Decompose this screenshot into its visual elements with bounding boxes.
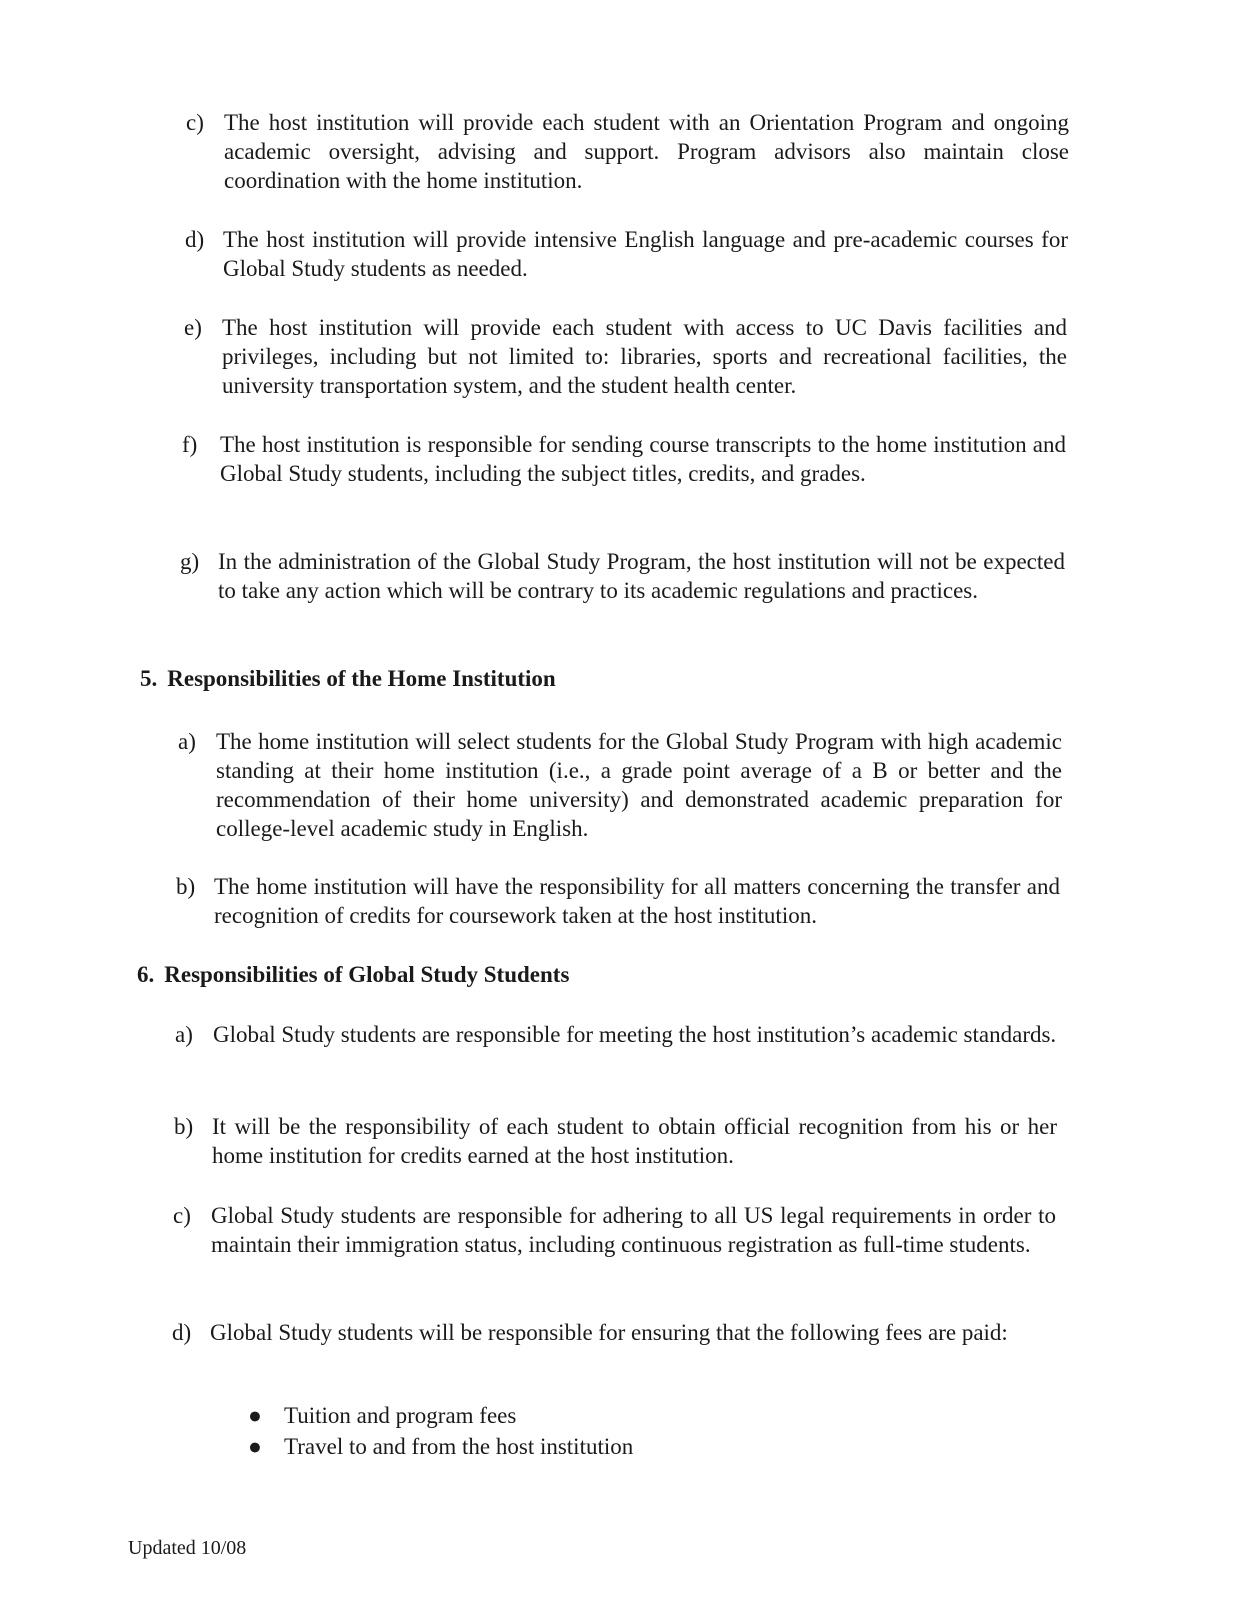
item-text: It will be the responsibility of each student to obtain official recognition from his or her home institution for credits earned at the host institution.: [212, 1114, 1057, 1168]
item-text: The host institution will provide each student with an Orientation Program and ongoing academic oversight, advising and support. Program advisors also maintain close coordination with the home institution.: [224, 110, 1069, 193]
list-item: [175, 1020, 1058, 1049]
item-marker: c): [186, 110, 204, 135]
list-item: [185, 225, 1068, 283]
item-text: The home institution will select students for the Global Study Program with high academic standing at their home institution (i.e., a grade point average of a B or better and the recommendation of their home university) and demonstrated academic preparation for college-level academic study in English.: [216, 729, 1062, 841]
bullet-icon: ●: [248, 1403, 262, 1428]
fee-bullet-list: [248, 1400, 633, 1462]
section-heading: [140, 664, 556, 693]
section-number: 6.: [137, 962, 155, 987]
item-marker: d): [185, 227, 205, 252]
item-text: Global Study students are responsible for adhering to all US legal requirements in order to maintain their immigration status, including continuous registration as full-time students.: [211, 1203, 1056, 1257]
item-marker: f): [182, 432, 198, 457]
bullet-icon: ●: [248, 1434, 262, 1459]
list-item: [172, 1318, 1055, 1347]
list-item: [176, 872, 1060, 930]
item-marker: g): [180, 549, 200, 574]
item-text: Global Study students are responsible for meeting the host institution’s academic standards.: [213, 1022, 1057, 1047]
item-marker: c): [173, 1203, 191, 1228]
list-item: [173, 1201, 1056, 1259]
item-text: In the administration of the Global Study Program, the host institution will not be expected to take any action which will be contrary to its academic regulations and practices.: [218, 549, 1065, 603]
list-item: [182, 430, 1066, 488]
bullet-item: [248, 1400, 633, 1431]
list-item: [178, 727, 1062, 843]
section-title: Responsibilities of Global Study Students: [164, 962, 570, 987]
bullet-item: [248, 1431, 633, 1462]
section-title: Responsibilities of the Home Institution: [167, 666, 556, 691]
list-item: [174, 1112, 1057, 1170]
item-text: The host institution will provide intensive English language and pre-academic courses for Global Study students as needed.: [223, 227, 1068, 281]
item-text: The home institution will have the responsibility for all matters concerning the transfer and recognition of credits for coursework taken at the host institution.: [214, 874, 1060, 928]
item-marker: b): [176, 874, 196, 899]
item-text: The host institution will provide each student with access to UC Davis facilities and privileges, including but not limited to: libraries, sports and recreational facilities, the university transportation system, and the student health center.: [222, 315, 1067, 398]
section-number: 5.: [140, 666, 158, 691]
item-text: Global Study students will be responsible for ensuring that the following fees are paid:: [210, 1320, 1008, 1345]
item-marker: a): [175, 1022, 193, 1047]
section-heading: [137, 960, 569, 989]
item-marker: d): [172, 1320, 192, 1345]
item-marker: a): [178, 729, 196, 754]
item-marker: b): [174, 1114, 194, 1139]
list-item: [180, 547, 1065, 605]
list-item: [184, 313, 1067, 400]
item-marker: e): [184, 315, 202, 340]
bullet-text: Travel to and from the host institution: [284, 1434, 634, 1459]
list-item: [186, 108, 1069, 195]
bullet-text: Tuition and program fees: [284, 1403, 517, 1428]
updated-footer: Updated 10/08: [128, 1537, 247, 1559]
item-text: The host institution is responsible for sending course transcripts to the home institution and Global Study students, including the subject titles, credits, and grades.: [220, 432, 1066, 486]
